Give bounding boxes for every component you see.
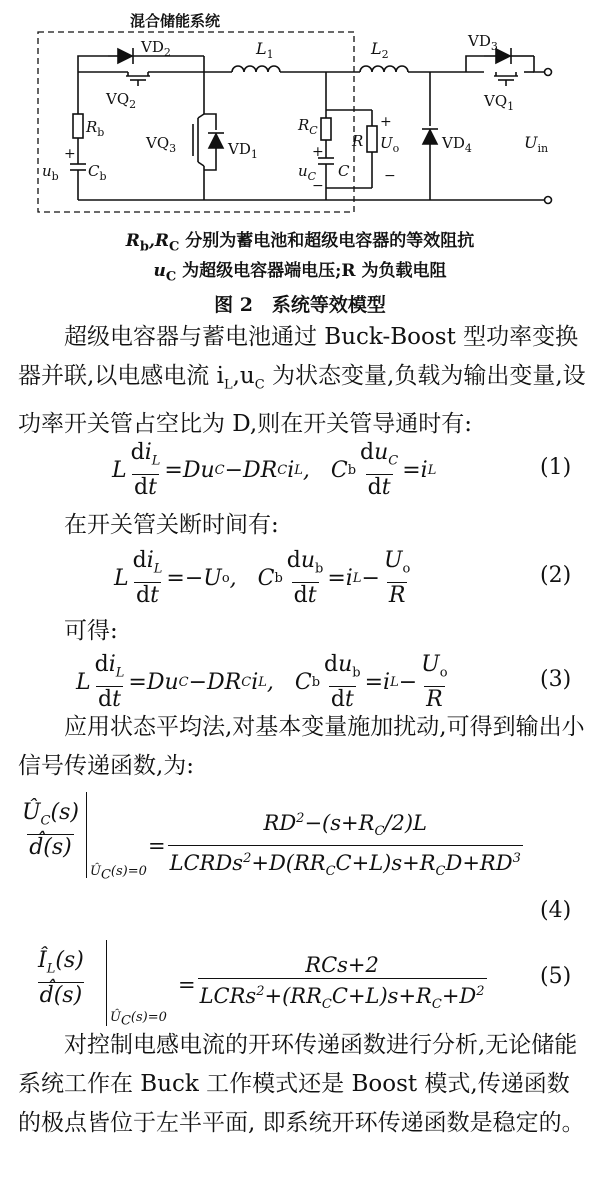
equation-5-bar (106, 940, 107, 1026)
svg-text:C: C (338, 162, 350, 180)
transistor-vq2 (126, 72, 150, 86)
svg-text:uC: $u_C$ (298, 162, 317, 183)
svg-text:+: + (64, 146, 76, 162)
figure-note-1: $R_b,R_C$ 分别为蓄电池和超级电容器的等效阻抗 (125, 231, 475, 255)
figure-caption: 图 2 系统等效模型 (214, 294, 386, 316)
equation-5-condition: $Û_C(s)=0$ (110, 1010, 167, 1029)
svg-text:ub: $u_b$ (42, 162, 59, 183)
equation-5-rhs: = $\frac{\text{RCs+2}}{LCRs^2+(RR_CC+L)s+R_C+D^2}$ (178, 952, 489, 1018)
diode-vd4 (422, 129, 438, 144)
left-top-wire (78, 56, 108, 72)
svg-text:L2: $L_2$ (371, 39, 389, 61)
label-box: 混合储能系统 (130, 12, 221, 30)
paragraph-2: 在开关管关断时间有: (64, 512, 279, 538)
inductor-l1 (232, 66, 280, 72)
terminal-bottom (545, 197, 552, 204)
svg-text:L1: $L_1$ (256, 39, 274, 61)
circuit-diagram (0, 0, 600, 225)
equation-4-lhs: $\frac{Û_C(s)}{d̂(s)}$ (22, 800, 79, 861)
transistor-vq3 (193, 114, 204, 166)
diode-vd1 (208, 133, 224, 166)
equation-4-condition: $Û_C(s)=0$ (90, 864, 147, 883)
svg-text:+: + (312, 144, 324, 160)
svg-text:Cb: $C_b$ (88, 162, 107, 183)
resistor-rb (73, 114, 83, 138)
svg-text:−: − (312, 178, 324, 194)
equation-5-lhs: $\frac{Î_L(s)}{d̂(s)}$ (38, 948, 84, 1009)
equation-4-number: (4) (540, 898, 572, 923)
svg-text:R: R (352, 132, 364, 150)
equation-3: L $\frac{di_L}{dt}$ =Du C −DR C i L , C b $\frac{du_b}{dt}$ =i L − $\frac{U_o}{R}$ (76, 652, 448, 713)
equation-4-bar (86, 792, 87, 878)
paragraph-3: 可得: (64, 618, 118, 644)
svg-text:RC: $R_C$ (298, 116, 318, 137)
svg-text:Rb: $R_b$ (86, 118, 105, 139)
svg-text:VD4: $VD_4$ (442, 134, 472, 155)
paragraph-1: 超级电容器与蓄电池通过 Buck-Boost 型功率变换器并联,以电感电流 $i_L,u_C$ 为状态变量,负载为输出变量,设功率开关管占空比为 D,则在开关管导通时有: (18, 324, 586, 437)
paragraph-5: 对控制电感电流的开环传递函数进行分析,无论储能系统工作在 Buck 工作模式还是 Boost 模式,传递函数的极点皆位于左半平面, 即系统开环传递函数是稳定的。 (18, 1032, 585, 1136)
terminal-top (545, 69, 552, 76)
equation-1: L $\frac{di_L}{dt}$ =Du C −DR C i L , C b $\frac{du_C}{dt}$ =i L (112, 440, 437, 501)
transistor-vq1 (494, 72, 518, 86)
inductor-l2 (360, 66, 408, 72)
resistor-rc (321, 118, 331, 140)
svg-text:VQ3: $VQ_3$ (146, 134, 177, 155)
equation-2: L $\frac{di_L}{dt}$ =−U o , C b $\frac{du_b}{dt}$ =i L − $\frac{U_o}{R}$ (114, 548, 411, 609)
svg-text:Uin: $U_{in}$ (524, 133, 549, 155)
svg-text:VD3: $VD_3$ (468, 32, 498, 53)
resistor-r (367, 126, 377, 152)
equation-4-rhs: = $\frac{RD^2-(s+R_C/2)L}{LCRDs^2+D(RR_CC+L)s+R_CD+RD^3}$ (148, 806, 525, 885)
svg-text:Uo: $U_o$ (380, 134, 400, 155)
figure-note-2: $u_C$ 为超级电容器端电压;R 为负载电阻 (153, 261, 447, 285)
svg-text:−: − (384, 168, 396, 184)
equation-1-number: (1) (540, 455, 572, 480)
svg-text:VQ2: $VQ_2$ (106, 90, 137, 111)
paragraph-4: 应用状态平均法,对基本变量施加扰动,可得到输出小信号传递函数,为: (18, 714, 585, 779)
equation-2-number: (2) (540, 563, 572, 588)
svg-text:VQ1: $VQ_1$ (484, 92, 515, 113)
equation-3-number: (3) (540, 667, 572, 692)
equation-5-number: (5) (540, 964, 572, 989)
svg-text:+: + (380, 114, 392, 130)
svg-text:VD2: $VD_2$ (141, 38, 171, 59)
svg-text:VD1: $VD_1$ (228, 140, 258, 161)
